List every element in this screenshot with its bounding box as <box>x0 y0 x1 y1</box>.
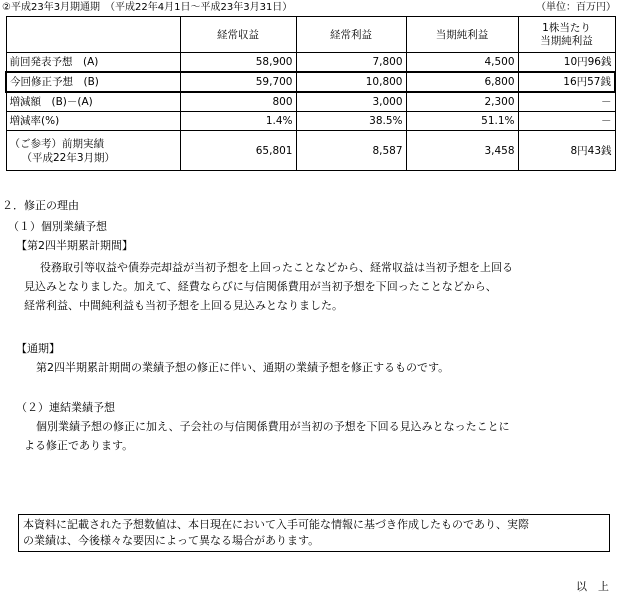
col-header-eps-line2: 当期純利益 <box>540 34 593 47</box>
row-label-line1: （ご参考）前期実績 <box>9 137 104 150</box>
cell-value: 3,458 <box>406 131 518 171</box>
col-header-ordinary-income: 経常収益 <box>180 17 296 53</box>
row-label: 前回発表予想 (A) <box>6 53 180 73</box>
section-heading: ２．修正の理由 <box>2 199 79 212</box>
col-header-net-income: 当期純利益 <box>406 17 518 53</box>
table-row <box>6 112 615 131</box>
bracket-heading-q2: 【第2四半期累計期間】 <box>16 239 133 252</box>
cell-value: 38.5% <box>296 112 406 131</box>
cell-value: 4,500 <box>406 53 518 73</box>
subsection-individual: （１）個別業績予想 <box>8 220 107 233</box>
col-header-eps <box>518 17 615 53</box>
row-label: 増減額 (B)－(A) <box>6 92 180 112</box>
period-title: ②平成23年3月期通期 （平成22年4月1日～平成23年3月31日） <box>2 2 293 13</box>
cell-value: 7,800 <box>296 53 406 73</box>
bracket-heading-full-year: 【通期】 <box>16 342 60 355</box>
table-row <box>6 92 615 112</box>
cell-value: － <box>518 112 615 131</box>
cell-value: 51.1% <box>406 112 518 131</box>
table-row <box>6 131 615 171</box>
col-header-eps-line1: 1株当たり <box>542 21 591 34</box>
cell-value: 8,587 <box>296 131 406 171</box>
paragraph-line: よる修正であります。 <box>24 439 134 452</box>
cell-value: 10円96銭 <box>518 53 615 73</box>
cell-value: － <box>518 92 615 112</box>
row-label-line2: （平成22年3月期） <box>21 151 116 164</box>
cell-value: 3,000 <box>296 92 406 112</box>
cell-value: 1.4% <box>180 112 296 131</box>
row-label <box>6 131 180 171</box>
table-header-row <box>6 17 615 53</box>
paragraph-line: 見込みとなりました。加えて、経費ならびに与信関係費用が当初予想を下回ったことなどから、 <box>24 280 497 293</box>
unit-label: （単位：百万円） <box>536 2 616 13</box>
cell-value: 8円43銭 <box>518 131 615 171</box>
cell-value: 6,800 <box>406 72 518 92</box>
closing-mark: 以 上 <box>576 580 609 593</box>
disclaimer-line: 本資料に記載された予想数値は、本日現在において入手可能な情報に基づき作成したものであり、実際 <box>23 518 529 531</box>
row-label: 増減率(%) <box>6 112 180 131</box>
cell-value: 65,801 <box>180 131 296 171</box>
subsection-consolidated: （２）連結業績予想 <box>16 401 115 414</box>
cell-value: 800 <box>180 92 296 112</box>
cell-value: 10,800 <box>296 72 406 92</box>
row-label: 今回修正予想 (B) <box>6 72 180 92</box>
cell-value: 58,900 <box>180 53 296 73</box>
disclaimer-box <box>18 514 610 552</box>
cell-value: 2,300 <box>406 92 518 112</box>
table-row <box>6 53 615 73</box>
paragraph-line: 第2四半期累計期間の業績予想の修正に伴い、通期の業績予想を修正するものです。 <box>36 361 450 374</box>
cell-value: 59,700 <box>180 72 296 92</box>
disclaimer-line: の業績は、今後様々な要因によって異なる場合があります。 <box>23 534 320 547</box>
forecast-table <box>5 16 616 171</box>
header-blank-cell <box>6 17 180 53</box>
paragraph-line: 個別業績予想の修正に加え、子会社の与信関係費用が当初の予想を下回る見込みとなったことに <box>36 420 510 433</box>
cell-value: 16円57銭 <box>518 72 615 92</box>
paragraph-line: 経常利益、中間純利益も当初予想を上回る見込みとなりました。 <box>24 299 343 312</box>
paragraph-line: 役務取引等収益や債券売却益が当初予想を上回ったことなどから、経常収益は当初予想を上回る <box>40 261 513 274</box>
table-row <box>6 72 615 92</box>
col-header-ordinary-profit: 経常利益 <box>296 17 406 53</box>
